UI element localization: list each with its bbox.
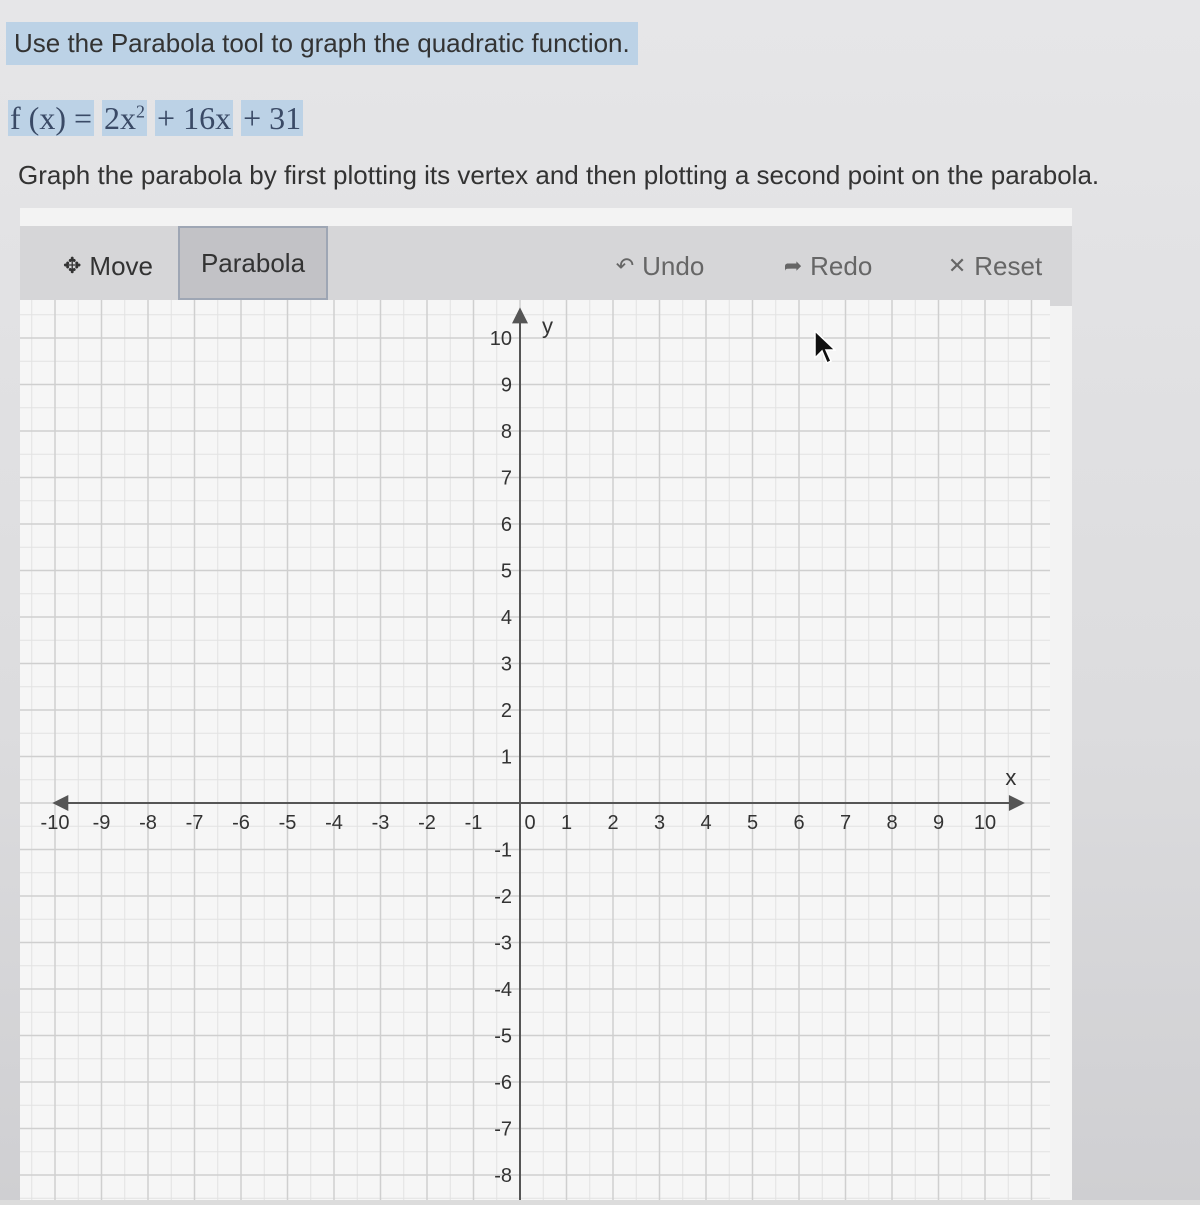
- y-tick-label: 5: [500, 560, 512, 583]
- y-tick-label: -7: [494, 1118, 512, 1141]
- x-tick-label: -9: [92, 812, 111, 834]
- x-tick-label: -3: [371, 812, 390, 834]
- mouse-pointer-icon: [814, 330, 836, 366]
- y-tick-label: -1: [494, 839, 512, 862]
- y-tick-label: -8: [494, 1165, 512, 1187]
- y-tick-label: -3: [494, 932, 512, 955]
- formula-term3: + 31: [243, 100, 302, 136]
- close-x-icon: ✕: [947, 253, 967, 278]
- formula-fx: f (x) =: [10, 100, 93, 136]
- redo-button[interactable]: [768, 226, 888, 306]
- y-tick-label: -6: [494, 1072, 512, 1094]
- x-tick-label: 10: [973, 812, 997, 834]
- x-tick-label: -10: [40, 812, 70, 834]
- x-tick-label: -4: [325, 812, 343, 834]
- y-tick-label: 9: [500, 374, 512, 397]
- quadratic-formula: [8, 100, 303, 137]
- y-tick-label: 8: [500, 421, 512, 443]
- x-tick-label: 9: [932, 812, 945, 834]
- y-tick-label: -4: [494, 979, 512, 1001]
- y-tick-label: 6: [500, 514, 512, 536]
- x-tick-label: 0: [524, 812, 536, 834]
- y-tick-label: 7: [500, 467, 512, 490]
- graph-toolbar: [20, 226, 1072, 306]
- parabola-tool-button[interactable]: [178, 226, 328, 300]
- x-tick-label: -2: [418, 812, 436, 834]
- parabola-tool-label: Parabola: [200, 247, 306, 278]
- y-tick-label: -2: [494, 886, 512, 908]
- move-tool-label: Move: [89, 250, 153, 281]
- x-axis-label: x: [1005, 765, 1017, 790]
- y-tick-label: 4: [500, 607, 512, 629]
- reset-button[interactable]: [930, 226, 1060, 306]
- plane-background: [20, 300, 1050, 1200]
- x-tick-label: 2: [607, 812, 619, 834]
- coordinate-plane[interactable]: [20, 300, 1050, 1205]
- x-tick-label: -6: [232, 812, 250, 834]
- undo-arrow-icon: ↶: [615, 253, 635, 278]
- x-tick-label: -8: [139, 812, 157, 834]
- x-tick-label: 3: [653, 812, 666, 834]
- y-tick-label: 1: [500, 746, 512, 769]
- formula-term2: + 16x: [157, 100, 232, 136]
- x-tick-label: -5: [278, 812, 297, 834]
- formula-term1-base: 2x: [104, 100, 137, 136]
- x-tick-label: 6: [793, 812, 805, 834]
- y-tick-label: 3: [500, 653, 512, 676]
- x-tick-label: 1: [560, 812, 573, 834]
- redo-label: Redo: [810, 250, 873, 281]
- x-tick-label: 4: [700, 812, 712, 834]
- graph-instruction-text: Graph the parabola by first plotting its vertex and then plotting a second point on the parabola.: [18, 160, 1100, 190]
- coordinate-plane-svg[interactable]: [20, 300, 1050, 1200]
- move-arrows-icon: ✥: [62, 253, 82, 278]
- x-tick-label: -7: [185, 812, 204, 834]
- x-tick-label: 8: [886, 812, 898, 834]
- x-tick-label: 7: [839, 812, 852, 834]
- redo-arrow-icon: ➦: [783, 253, 803, 278]
- formula-exponent: 2: [136, 101, 146, 122]
- undo-button[interactable]: [600, 226, 720, 306]
- reset-label: Reset: [974, 250, 1043, 281]
- x-tick-label: -1: [464, 812, 483, 834]
- y-axis-label: y: [542, 313, 553, 339]
- undo-label: Undo: [642, 250, 705, 281]
- x-tick-label: 5: [746, 812, 759, 834]
- move-tool-button[interactable]: [38, 226, 178, 306]
- y-tick-label: -5: [494, 1025, 512, 1048]
- y-tick-label: 10: [489, 328, 512, 350]
- instruction-text: Use the Parabola tool to graph the quadratic function.: [6, 22, 638, 65]
- y-tick-label: 2: [500, 700, 512, 722]
- formula-term1: [102, 100, 147, 136]
